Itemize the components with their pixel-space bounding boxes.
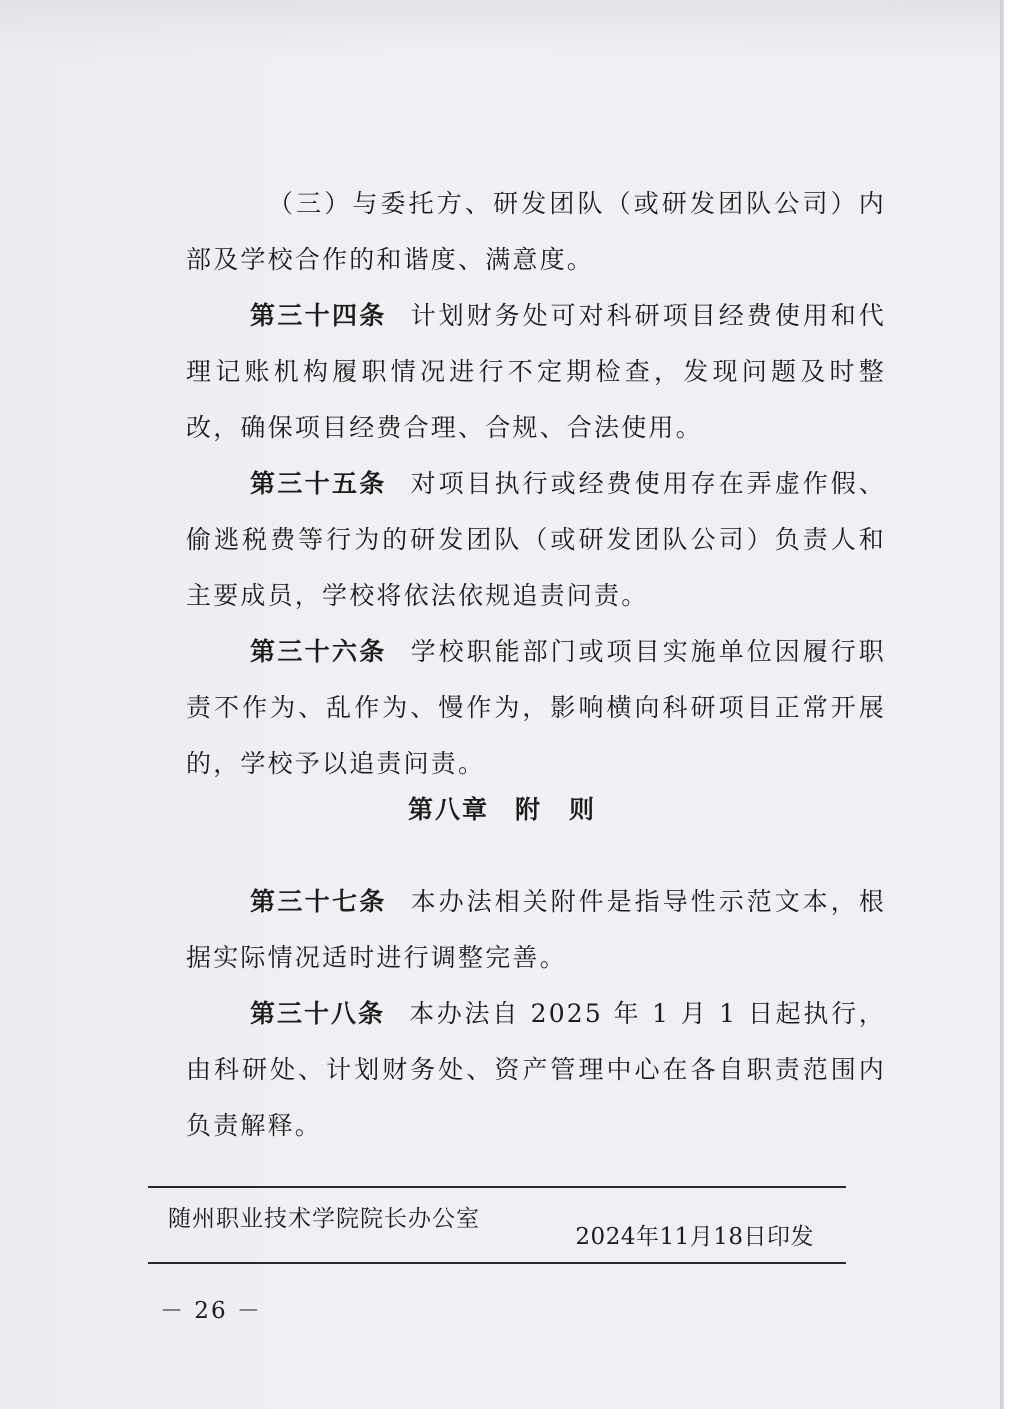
chapter-heading — [0, 790, 1004, 826]
article-block-1 — [186, 176, 886, 792]
article-title: 第三十六条 — [250, 637, 387, 666]
paragraph-text: （三）与委托方、研发团队（或研发团队公司）内部及学校合作的和谐度、满意度。 — [186, 189, 886, 274]
article-title: 第三十五条 — [250, 469, 387, 498]
scan-shading — [0, 0, 1004, 60]
page-number: － 26 － — [160, 1298, 262, 1324]
article-title: 第三十八条 — [250, 999, 386, 1028]
article-text: 计划财务处可对科研项目经费使用和代理记账机构履职情况进行不定期检查，发现问题及时整改，确保项目经费合理、合规、合法使用。 — [186, 301, 886, 442]
article-35 — [186, 456, 886, 624]
chapter-number: 第八章 — [407, 795, 489, 824]
chapter-name: 附 则 — [515, 795, 597, 824]
article-text: 对项目执行或经费使用存在弄虚作假、偷逃税费等行为的研发团队（或研发团队公司）负责人和主要成员，学校将依法依规追责问责。 — [186, 469, 886, 610]
article-36 — [186, 624, 886, 792]
article-title: 第三十四条 — [250, 301, 387, 330]
article-37 — [186, 874, 886, 986]
footer-bottom-rule — [148, 1262, 846, 1264]
article-block-2 — [186, 874, 886, 1154]
article-title: 第三十七条 — [250, 887, 387, 916]
article-text: 本办法相关附件是指导性示范文本，根据实际情况适时进行调整完善。 — [186, 887, 886, 972]
article-38 — [186, 986, 886, 1154]
article-34 — [186, 288, 886, 456]
scanner-margin — [1004, 0, 1024, 1409]
paragraph-item-3 — [186, 176, 886, 288]
article-text: 本办法自 2025 年 1 月 1 日起执行，由科研处、计划财务处、资产管理中心在各自职责范围内负责解释。 — [186, 999, 886, 1140]
issuer-name: 随州职业技术学院院长办公室 — [168, 1206, 480, 1232]
footer-top-rule — [148, 1186, 846, 1188]
issue-date: 2024年11月18日印发 — [575, 1224, 814, 1250]
article-text: 学校职能部门或项目实施单位因履行职责不作为、乱作为、慢作为，影响横向科研项目正常开展的，学校予以追责问责。 — [186, 637, 886, 778]
